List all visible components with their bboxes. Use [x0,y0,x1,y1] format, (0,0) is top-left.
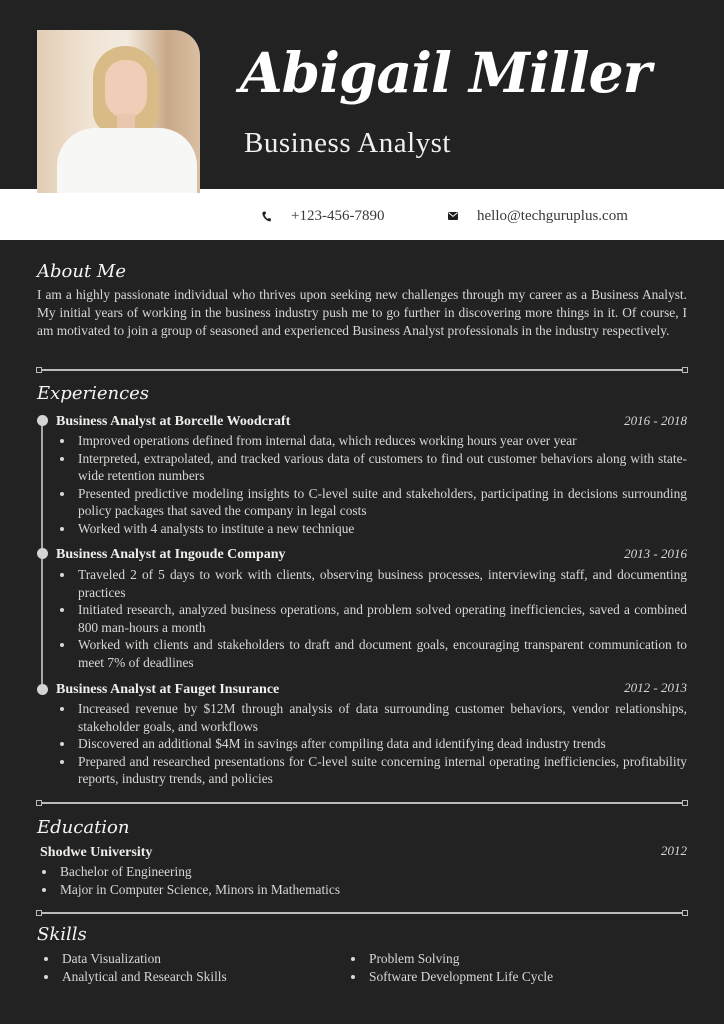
skills-column-1 [40,950,330,985]
job-bullets [56,566,687,672]
list-item: Worked with clients and stakeholders to draft and document goals, encouraging transparent communication to meet 7% of deadlines [56,636,687,671]
education-details [38,863,638,898]
job-bullets [56,432,687,538]
timeline-dot [37,415,48,426]
list-item: Improved operations defined from internal data, which reduces working hours year over year [56,432,687,450]
list-item: Discovered an additional $4M in savings after compiling data and identifying dead industry trends [56,735,687,753]
profile-photo [37,30,200,193]
job-title-heading: Business Analyst [244,127,451,159]
divider [37,802,687,804]
email-address[interactable]: hello@techguruplus.com [477,207,628,224]
photo-face [105,60,147,118]
timeline-dot [37,548,48,559]
phone-icon [260,209,274,223]
job-dates: 2016 - 2018 [624,413,687,428]
job-title: Business Analyst at Ingoude Company [56,547,286,562]
education-heading: Education [37,817,130,838]
list-item: Traveled 2 of 5 days to work with clients, observing business processes, interviewing staff, and documenting practices [56,566,687,601]
education-year: 2012 [661,843,687,858]
list-item: Presented predictive modeling insights to C-level suite and stakeholders, participating in decisions surrounding policy packages that saved the company in legal costs [56,485,687,520]
divider [37,912,687,914]
phone-number[interactable]: +123-456-7890 [291,207,385,224]
divider [37,369,687,371]
skill-item: Problem Solving [347,950,677,968]
envelope-icon [446,209,460,223]
job-dates: 2012 - 2013 [624,680,687,695]
list-item: Major in Computer Science, Minors in Mathematics [38,881,638,899]
job-title: Business Analyst at Fauget Insurance [56,682,280,697]
experiences-heading: Experiences [37,383,150,404]
job-title: Business Analyst at Borcelle Woodcraft [56,414,291,429]
list-item: Initiated research, analyzed business operations, and problem solved operating inefficiencies, saved a combined 800 man-hours a month [56,601,687,636]
photo-shirt [57,128,197,193]
skills-column-2 [347,950,677,985]
job-dates: 2013 - 2016 [624,546,687,561]
contact-email [446,206,628,226]
skill-item: Software Development Life Cycle [347,968,677,986]
school-name: Shodwe University [40,845,153,860]
list-item: Prepared and researched presentations for C-level suite concerning internal operating inefficiencies, profitability reports, industry trends, and policies [56,753,687,788]
about-text: I am a highly passionate individual who thrives upon seeking new challenges through my career as a Business Analyst. My initial years of working in the business industry push me to go further in discovering more things in it. Of course, I am motivated to join a group of seasoned and experienced Business Analyst professionals in the industry respectively. [37,287,687,339]
job-bullets [56,700,687,788]
list-item: Bachelor of Engineering [38,863,638,881]
skill-item: Analytical and Research Skills [40,968,330,986]
list-item: Worked with 4 analysts to institute a new technique [56,520,687,538]
candidate-name: Abigail Miller [240,40,651,105]
skills-heading: Skills [37,924,87,945]
timeline-dot [37,684,48,695]
list-item: Increased revenue by $12M through analysis of data surrounding customer behaviors, vendor relationships, stakeholder goals, and workflows [56,700,687,735]
contact-phone [260,206,384,226]
list-item: Interpreted, extrapolated, and tracked various data of customers to find out customer behaviors along with state-wide retention numbers [56,450,687,485]
skill-item: Data Visualization [40,950,330,968]
about-heading: About Me [37,261,126,282]
